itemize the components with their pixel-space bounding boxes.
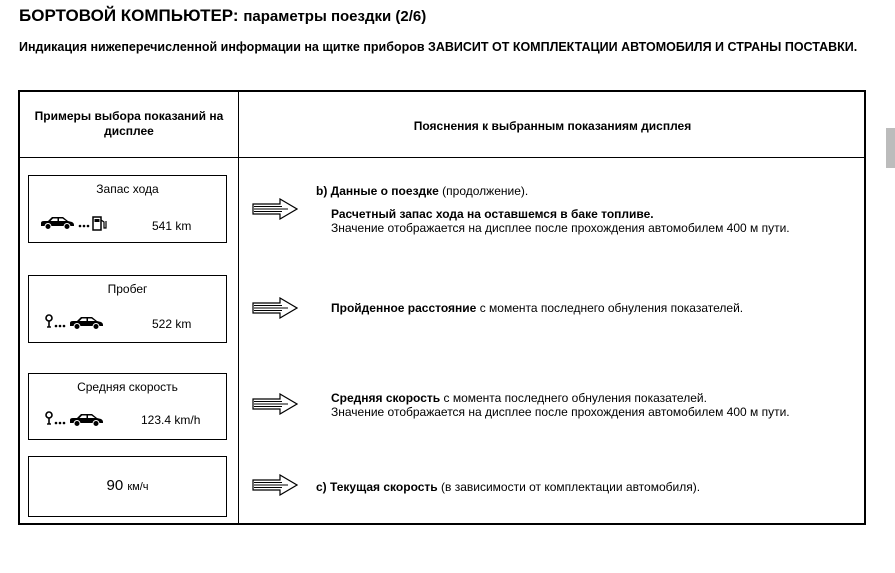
display-value: 123.4 km/h: [141, 413, 201, 427]
explanation-current-speed: c) Текущая скорость (в зависимости от комплектации автомобиля).: [316, 480, 701, 494]
display-distance: [28, 275, 227, 343]
display-value: 541 km: [152, 219, 192, 233]
arrow-icon: [252, 297, 298, 319]
display-label: Пробег: [107, 282, 148, 296]
display-current-speed: [28, 456, 227, 517]
header-divider: [20, 157, 864, 158]
header-left: Примеры выбора показаний на дисплее: [34, 109, 224, 138]
header-right: Пояснения к выбранным показаниям дисплея: [413, 119, 692, 133]
explanation-distance: Пройденное расстояние с момента последнего обнуления показателей.: [331, 301, 744, 315]
explanation-average-speed: Средняя скорость с момента последнего обнуления показателей.: [331, 391, 707, 405]
current-speed-value: 90 км/ч: [106, 477, 149, 494]
title-main: БОРТОВОЙ КОМПЬЮТЕР:: [19, 6, 239, 25]
pin-to-car-icon: [45, 314, 107, 334]
title-sub: параметры поездки (2/6): [243, 8, 427, 25]
notice-text: Индикация нижеперечисленной информации на щитке приборов ЗАВИСИТ ОТ КОМПЛЕКТАЦИИ АВТОМОБИЛЯ И СТРАНЫ ПОСТАВКИ.: [19, 40, 858, 54]
display-label: Запас хода: [96, 182, 159, 196]
side-tab: [886, 128, 895, 168]
display-value: 522 km: [152, 317, 192, 331]
display-range: [28, 175, 227, 243]
display-label: Средняя скорость: [77, 380, 178, 394]
page-title: [19, 6, 426, 26]
display-average-speed: [28, 373, 227, 440]
explanation-average-speed-note: Значение отображается на дисплее после прохождения автомобилем 400 м пути.: [331, 405, 790, 419]
explanation-range-note: Значение отображается на дисплее после прохождения автомобилем 400 м пути.: [331, 221, 790, 235]
arrow-icon: [252, 393, 298, 415]
explanation-range-detail: Расчетный запас хода на оставшемся в баке топливе.: [331, 207, 654, 221]
car-to-fuel-pump-icon: [39, 214, 109, 234]
arrow-icon: [252, 474, 298, 496]
explanation-range: b) Данные о поездке (продолжение).: [316, 184, 529, 198]
arrow-icon: [252, 198, 298, 220]
pin-to-car-icon: [45, 411, 107, 431]
